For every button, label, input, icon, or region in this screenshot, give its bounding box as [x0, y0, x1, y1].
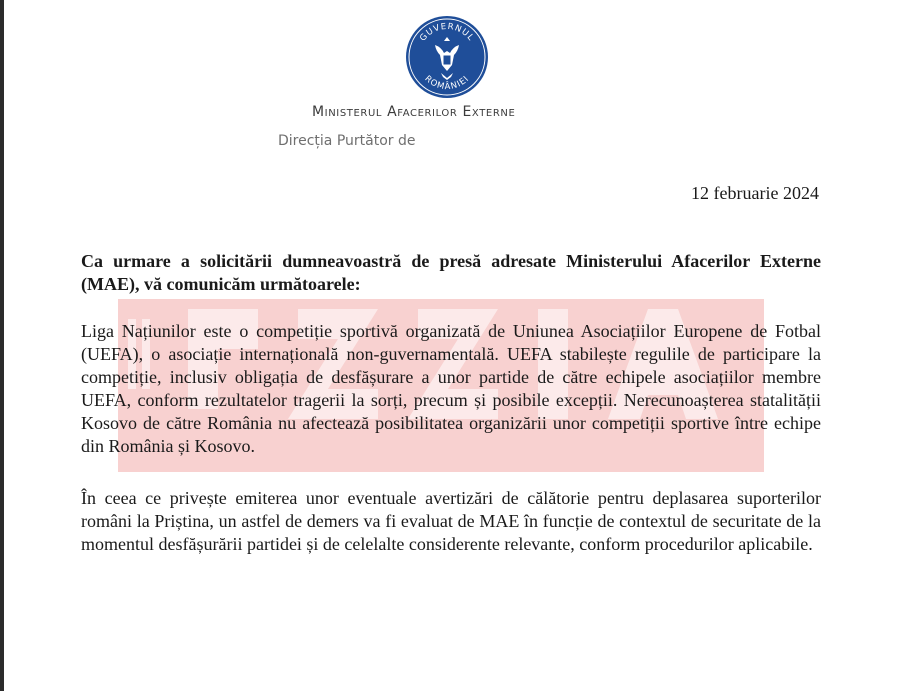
paragraph-2: În ceea ce privește emiterea unor eventuale avertizări de călătorie pentru deplasarea suporterilor români la Priștina, un astfel de demers va fi evaluat de MAE în funcție de contextul de securitate de la momentul desfășurării partidei și de celelalte considerente relevante, conform procedurilor aplicabile.: [81, 488, 821, 554]
paragraph-1: Liga Națiunilor este o competiție sportivă organizată de Uniunea Asociațiilor Europene de Fotbal (UEFA), o asociație internațională non-guvernamentală. UEFA stabilește regulile de participare la competiție, inclusiv obligația de desfășurare a unor partide de către echipele asociațiilor membre UEFA, conform rezultatelor tragerii la sorți, precum și posibile excepții. Nerecunoașterea statalității Kosovo de către România nu afectează posibilitatea organizării unor competiții sportive între echipe din România și Kosovo.: [81, 321, 821, 456]
intro-heading: Ca urmare a solicitării dumneavoastră de presă adresate Ministerului Afacerilor Externe (MAE), vă comunicăm următoarele:: [81, 251, 821, 294]
seal-text-top: GUVERNUL: [418, 21, 476, 44]
ministry-name: Ministerul Afacerilor Externe: [312, 104, 516, 120]
government-seal-icon: [405, 15, 489, 99]
page-edge: [0, 0, 4, 691]
department-name: Direcția Purtător de: [278, 133, 416, 149]
seal-text-bottom: ROMÂNIEI: [422, 73, 472, 93]
document-date: 12 februarie 2024: [691, 183, 819, 203]
